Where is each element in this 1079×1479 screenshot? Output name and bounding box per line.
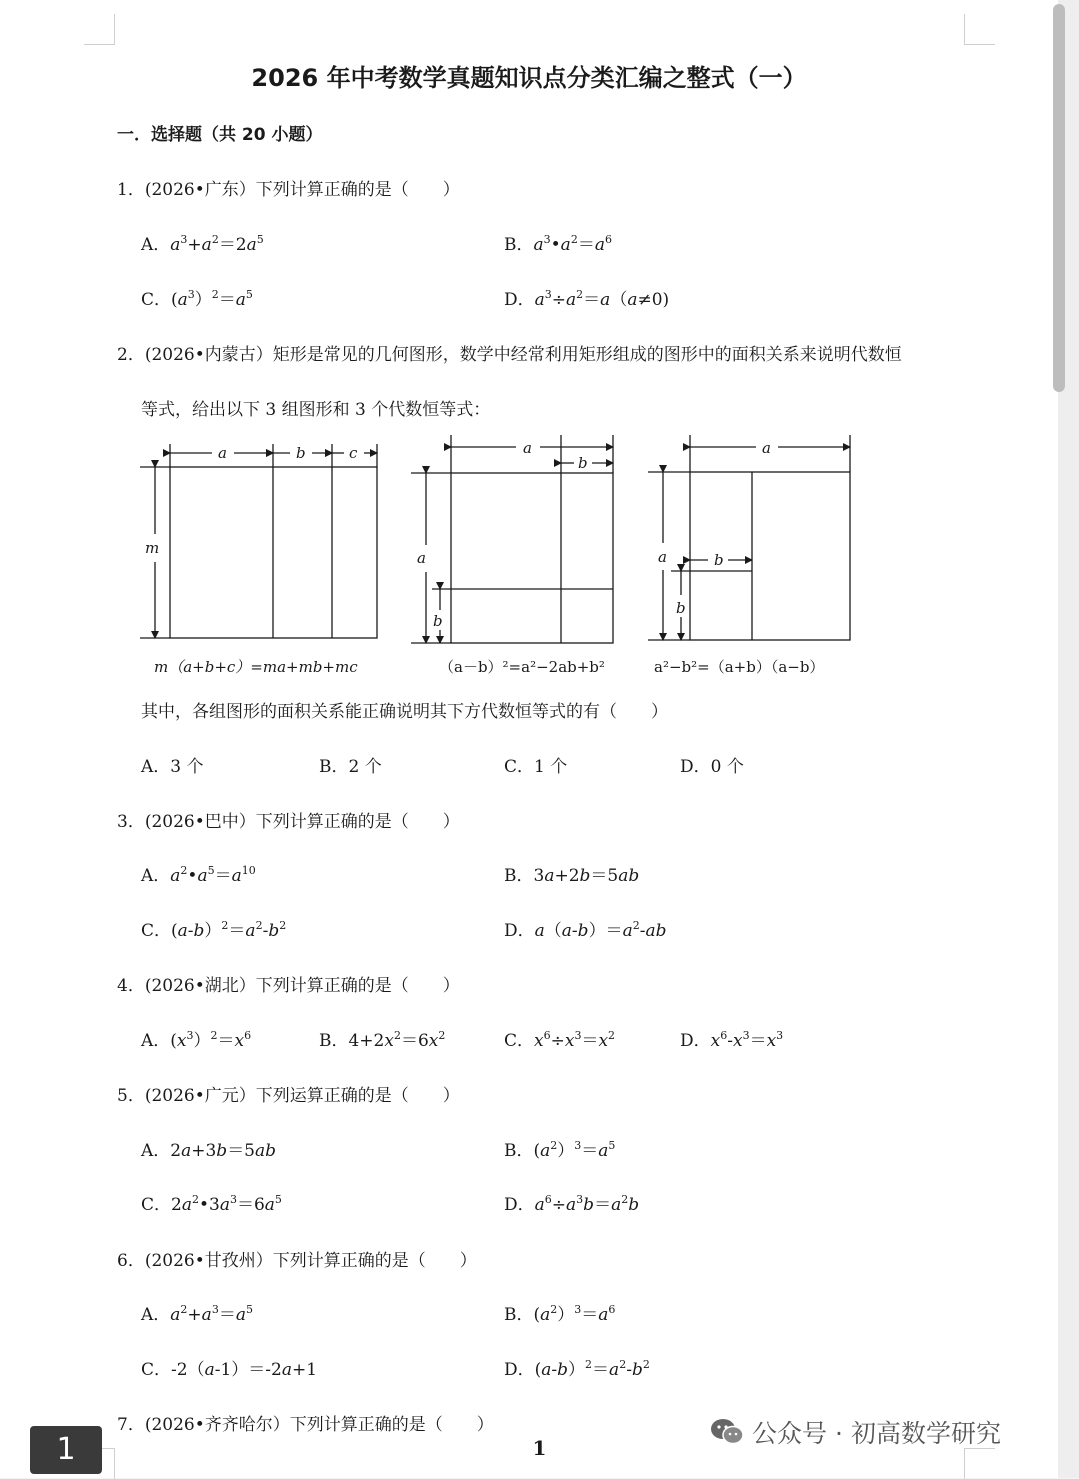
q1-option-c[interactable]: C．$(a^3)^2=a^5$ xyxy=(141,288,253,310)
question-7-stem: 7．(2026•齐齐哈尔）下列计算正确的是（ ） xyxy=(117,1415,494,1435)
rectangle-figures xyxy=(136,430,866,682)
question-2-prompt: 其中，各组图形的面积关系能正确说明其下方代数恒等式的有（ ） xyxy=(141,702,668,722)
q1-option-b[interactable]: B．$a^3•a^2=a^6$ xyxy=(504,233,612,255)
crop-mark xyxy=(964,14,995,45)
q4-option-b[interactable]: B．$4+2x^2=6x^2$ xyxy=(319,1029,446,1051)
area-diagrams xyxy=(136,430,866,682)
q3-option-b[interactable]: B．3a+2b＝5ab xyxy=(504,866,640,886)
question-1-stem: 1．(2026•广东）下列计算正确的是（ ） xyxy=(117,180,460,200)
label-b: b xyxy=(433,612,443,630)
question-6-stem: 6．(2026•甘孜州）下列计算正确的是（ ） xyxy=(117,1251,477,1271)
q5-option-a[interactable]: A．2a+3b＝5ab xyxy=(141,1141,277,1161)
q2-option-a[interactable]: A．3 个 xyxy=(141,757,204,777)
wechat-icon xyxy=(710,1418,744,1452)
question-4-stem: 4．(2026•湖北）下列计算正确的是（ ） xyxy=(117,976,460,996)
watermark xyxy=(710,1414,1001,1452)
label-a: a xyxy=(218,444,227,462)
q3-option-d[interactable]: D．$a(a-b)=a^2-ab$ xyxy=(504,919,667,941)
q6-option-c[interactable]: C．-2（a-1）＝-2a+1 xyxy=(141,1360,318,1380)
q4-option-d[interactable]: D．$x^6-x^3=x^3$ xyxy=(680,1029,784,1051)
watermark-account: 公众号 xyxy=(752,1419,828,1448)
label-c: c xyxy=(349,444,358,462)
q3-option-c[interactable]: C．$(a-b)^2=a^2-b^2$ xyxy=(141,919,287,941)
page-title: 2026 年中考数学真题知识点分类汇编之整式（一） xyxy=(251,64,807,92)
crop-mark xyxy=(84,14,115,45)
q1-option-a[interactable]: A．$a^3+a^2=2a^5$ xyxy=(141,233,264,255)
scrollbar-thumb[interactable] xyxy=(1053,4,1065,392)
watermark-name: 初高数学研究 xyxy=(850,1419,1001,1448)
q5-option-b[interactable]: B．$(a^2)^3=a^5$ xyxy=(504,1139,616,1161)
q1-option-d[interactable]: D．$a^3\div a^2=a(a\ne 0)$ xyxy=(504,288,670,310)
q5-option-d[interactable]: D．$a^6\div a^3b=a^2b$ xyxy=(504,1193,640,1215)
fig1-caption: m（a+b+c）=ma+mb+mc xyxy=(154,658,358,676)
q2-option-c[interactable]: C．1 个 xyxy=(504,757,568,777)
label-a: a xyxy=(417,549,426,567)
q2-option-b[interactable]: B．2 个 xyxy=(319,757,382,777)
question-2-stem-cont: 等式，给出以下 3 组图形和 3 个代数恒等式： xyxy=(141,400,491,420)
label-b: b xyxy=(676,599,686,617)
q3-option-a[interactable]: A．$a^2•a^5=a^{10}$ xyxy=(141,864,256,886)
question-3-stem: 3．(2026•巴中）下列计算正确的是（ ） xyxy=(117,812,460,832)
fig3-caption: a²−b²=（a+b）（a−b） xyxy=(654,658,825,676)
q2-option-d[interactable]: D．0 个 xyxy=(680,757,744,777)
page-number: 1 xyxy=(532,1436,547,1460)
q4-option-c[interactable]: C．$x^6\div x^3=x^2$ xyxy=(504,1029,616,1051)
watermark-separator: · xyxy=(835,1419,843,1448)
q6-option-b[interactable]: B．$(a^2)^3=a^6$ xyxy=(504,1303,616,1325)
q4-option-a[interactable]: A．$(x^3)^2=x^6$ xyxy=(141,1029,252,1051)
label-a: a xyxy=(658,548,667,566)
question-2-stem: 2．(2026•内蒙古）矩形是常见的几何图形，数学中经常利用矩形组成的图形中的面积关系来说明代数恒 xyxy=(117,345,902,365)
fig2-caption: （a－b）²=a²−2ab+b² xyxy=(439,658,605,676)
label-m: m xyxy=(145,539,160,557)
label-a: a xyxy=(762,439,771,457)
figure-1 xyxy=(140,444,377,638)
label-b: b xyxy=(296,444,306,462)
q6-option-a[interactable]: A．$a^2+a^3=a^5$ xyxy=(141,1303,253,1325)
q5-option-c[interactable]: C．$2a^2•3a^3=6a^5$ xyxy=(141,1193,282,1215)
page-indicator-badge[interactable]: 1 xyxy=(30,1426,102,1474)
section-heading: 一．选择题（共 20 小题） xyxy=(117,125,323,145)
label-b: b xyxy=(714,551,724,569)
question-5-stem: 5．(2026•广元）下列运算正确的是（ ） xyxy=(117,1086,460,1106)
label-a: a xyxy=(523,439,532,457)
label-b: b xyxy=(578,454,588,472)
q6-option-d[interactable]: D．$(a-b)^2=a^2-b^2$ xyxy=(504,1358,650,1380)
